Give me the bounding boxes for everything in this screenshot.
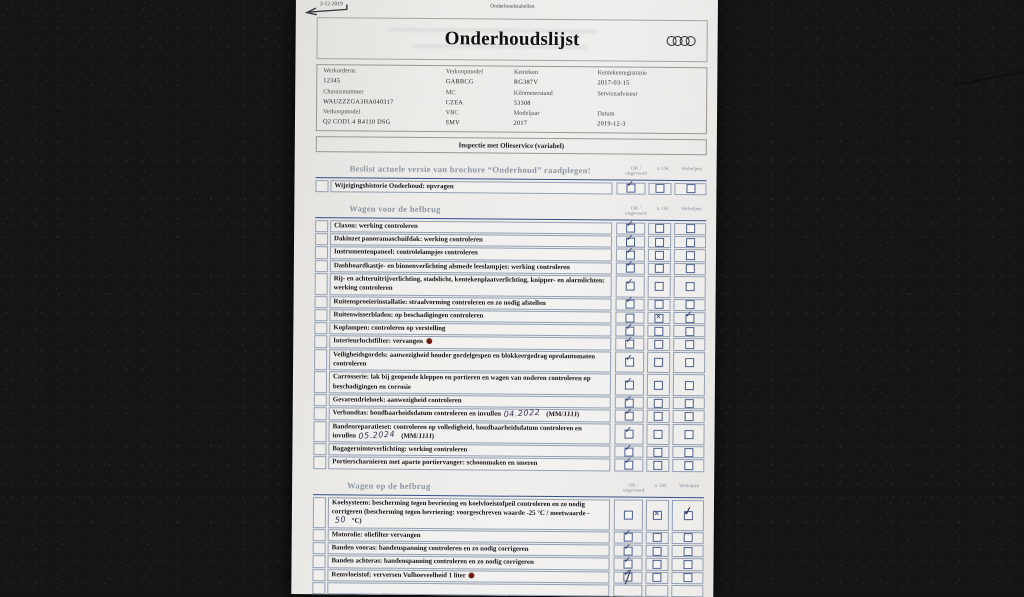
- row-text: Banden achteras: bandenspanning controleren en zo nodig corrigeren: [331, 557, 534, 567]
- checklist-row: [315, 180, 706, 195]
- checkbox: [654, 398, 663, 407]
- section-title: Wagen voor de hefbrug: [349, 203, 441, 214]
- page-header-label: Onderhoudstabellen: [490, 3, 535, 10]
- checkbox: [655, 251, 664, 260]
- checkbox: [626, 251, 635, 260]
- column-header-nok: n. OK: [656, 206, 669, 212]
- row-index-cell: [313, 529, 326, 541]
- handwritten-entry: 50: [334, 515, 347, 526]
- audi-rings-icon: [670, 36, 696, 46]
- info-value: SMV: [445, 119, 460, 127]
- checklist-row: [313, 497, 704, 531]
- checkbox: [683, 547, 692, 556]
- info-value: 2019-12-3: [597, 120, 626, 128]
- row-description: [329, 336, 611, 351]
- checkbox: [653, 546, 662, 555]
- verholpen-cell: [672, 545, 704, 558]
- row-text-suffix: °C): [350, 517, 362, 525]
- info-label: Verkoopmodel: [323, 108, 361, 116]
- info-label: Werkordernr.: [323, 67, 357, 75]
- verholpen-cell: [672, 446, 704, 459]
- row-index-cell: [312, 555, 325, 567]
- checkbox: [685, 327, 694, 336]
- checkbox: [624, 533, 633, 542]
- checkbox: [625, 358, 634, 367]
- row-text: Veiligheidsgordels: aanwezigheid houder gordelgespen en blokkeergedrag oprolautomaten controleren: [333, 351, 596, 368]
- verholpen-cell: [672, 500, 704, 531]
- row-index-cell: [312, 569, 325, 581]
- checklist-row: [313, 457, 704, 472]
- checkbox: [624, 510, 633, 519]
- checkbox: [625, 380, 634, 389]
- info-label: Kentekenregistratie: [597, 69, 647, 77]
- checkbox: [652, 573, 661, 582]
- info-label: VBC: [445, 109, 459, 117]
- row-index-cell: [313, 443, 326, 455]
- column-headers: [622, 206, 706, 218]
- verholpen-cell: [674, 276, 706, 298]
- checkbox: [686, 184, 695, 193]
- checkbox: [655, 264, 664, 273]
- nok-cell: [646, 423, 669, 445]
- info-value: GABBCG: [445, 78, 474, 86]
- checkbox: [626, 184, 635, 193]
- checkbox: [683, 560, 692, 569]
- info-label: Kenteken: [513, 68, 539, 76]
- row-text: Verbandtas: houdbaarheidsdatum controleren en invullen: [332, 409, 502, 418]
- checklist-section: [313, 203, 706, 472]
- ok-cell: [615, 410, 644, 423]
- row-text: Interieurluchtfilter: vervangen: [333, 337, 423, 346]
- checkbox: [655, 282, 664, 291]
- column-header-nok: n. OK: [656, 166, 670, 172]
- ok-cell: [616, 262, 645, 275]
- nok-cell: [647, 397, 670, 409]
- red-dot-marker: [426, 339, 432, 345]
- verholpen-cell: [673, 312, 705, 325]
- info-label: Datum: [597, 110, 615, 118]
- checkbox: [684, 448, 693, 457]
- verholpen-cell: [672, 424, 704, 446]
- handwritten-entry: 04.2022: [503, 407, 541, 420]
- checkbox: [685, 251, 694, 260]
- nok-cell: [648, 223, 671, 235]
- section-rows: [313, 217, 706, 472]
- paper-content: [291, 0, 718, 597]
- section-title: Beslist actuele versie van brochure “Onderhoud” raadplegen!: [349, 162, 591, 175]
- checkbox: [683, 511, 692, 520]
- info-value: 53308: [513, 99, 531, 107]
- verholpen-cell: [671, 571, 703, 584]
- row-text: Instrumentenpaneel: controlelampjes controleren: [333, 248, 478, 257]
- row-description: [330, 220, 612, 235]
- checkbox: [626, 264, 635, 273]
- column-header-nok: n. OK: [654, 483, 667, 489]
- row-description: [329, 394, 611, 409]
- ok-cell: [614, 499, 643, 530]
- red-dot-marker: [469, 572, 475, 578]
- nok-cell: [648, 236, 671, 248]
- checkbox: [684, 430, 693, 439]
- info-value: Q2 COD1.4 R4110 DSG: [322, 118, 391, 126]
- checklist-row: [314, 349, 705, 374]
- checkbox: [686, 238, 695, 247]
- row-description: [330, 273, 612, 297]
- checkbox: [684, 381, 693, 390]
- row-index-cell: [315, 296, 328, 308]
- verholpen-cell: [673, 410, 705, 423]
- section-rows: [312, 494, 704, 584]
- info-value: CZEA: [445, 98, 464, 106]
- checkbox: [684, 399, 693, 408]
- checkbox: [653, 448, 662, 457]
- ok-cell: [615, 374, 644, 396]
- checkbox: [625, 326, 634, 335]
- section-rows: [315, 177, 706, 195]
- checkbox: [685, 340, 694, 349]
- row-description: [328, 497, 610, 530]
- checklist-section: [312, 480, 704, 584]
- checkbox: [625, 411, 634, 420]
- nok-cell: [646, 446, 669, 458]
- checkbox: [624, 447, 633, 456]
- nok-cell: [647, 352, 670, 374]
- checkbox: [624, 546, 633, 555]
- nok-cell: [648, 249, 671, 261]
- row-index-cell: [313, 497, 326, 528]
- verholpen-cell: [673, 352, 705, 374]
- row-description: [329, 349, 611, 373]
- checkbox: [653, 533, 662, 542]
- checkbox: [626, 282, 635, 291]
- checkbox: [654, 327, 663, 336]
- column-header-verholpen: Verholpen: [681, 206, 702, 212]
- checkbox: [683, 573, 692, 582]
- nok-cell: [647, 312, 670, 324]
- row-description: [328, 457, 610, 472]
- row-description: [329, 408, 611, 423]
- info-label: Verkoopmodel: [445, 68, 484, 76]
- row-index-cell: [315, 273, 328, 295]
- checkbox: [654, 380, 663, 389]
- checkbox: [684, 461, 693, 470]
- verholpen-cell: [674, 182, 706, 195]
- row-text: Bagageruimteverlichting: werking controleren: [332, 445, 468, 454]
- row-index-cell: [315, 247, 328, 259]
- bleed-through-artifact: [388, 28, 598, 34]
- checkbox: [655, 238, 664, 247]
- row-text: Motorolie: oliefilter vervangen: [331, 530, 421, 539]
- row-text: Wijzigingshistorie Onderhoud: opvragen: [334, 181, 454, 190]
- column-header-ok: OK / uitgevoerd: [625, 166, 647, 177]
- row-description: [330, 247, 612, 262]
- checkbox: [654, 313, 663, 322]
- checklist-row: [313, 421, 704, 446]
- nok-cell: [646, 459, 669, 471]
- nok-cell: [648, 182, 671, 194]
- info-value: 2017-03-15: [597, 79, 630, 87]
- info-value: 2017: [513, 119, 528, 127]
- info-value: RG387V: [513, 78, 539, 86]
- row-index-cell: [313, 457, 326, 469]
- checkbox: [625, 340, 634, 349]
- row-index-cell: [313, 542, 326, 554]
- nok-cell: [646, 531, 669, 543]
- checkbox: [654, 430, 663, 439]
- info-label: Chassisnummer: [323, 87, 364, 96]
- row-description: [330, 260, 612, 275]
- row-description: [328, 421, 610, 445]
- checkbox: [653, 510, 662, 519]
- row-text: Ruitensproeierinstallatie: straalvorming controleren en zo nodig afstellen: [333, 297, 546, 307]
- column-headers: [623, 166, 707, 178]
- checkbox: [685, 282, 694, 291]
- nok-cell: [646, 545, 669, 557]
- verholpen-cell: [672, 532, 704, 545]
- row-description: [329, 322, 611, 337]
- document-title: Onderhoudslijst: [444, 28, 580, 51]
- column-header-verholpen: Verholpen: [678, 483, 700, 489]
- verholpen-cell: [673, 397, 705, 410]
- section-title: Wagen op de hefbrug: [347, 480, 431, 491]
- title-box: [316, 17, 707, 62]
- row-text: Dashboardkastje- en binnenverlichting alsmede leeslampjes: werking controleren: [333, 261, 570, 271]
- nok-cell: [647, 374, 670, 396]
- checklist-section: [315, 163, 706, 195]
- document-header: [317, 1, 708, 12]
- row-index-cell: [314, 394, 327, 406]
- row-description: [328, 542, 610, 557]
- print-date: 3-12-2019: [319, 1, 343, 8]
- checkbox: [683, 533, 692, 542]
- row-text: Ruitenwisserbladen: op beschadigingen controleren: [333, 311, 484, 320]
- checkbox: [625, 429, 634, 438]
- nok-cell: [648, 276, 671, 298]
- row-description: [329, 372, 611, 396]
- ok-cell: [614, 423, 643, 445]
- nok-cell: [648, 262, 671, 274]
- service-type-banner: Inspectie met Olieservice (variabel): [316, 136, 707, 155]
- checkbox: [685, 264, 694, 273]
- verholpen-cell: [674, 263, 706, 276]
- ok-cell: [616, 182, 645, 195]
- checkbox: [654, 340, 663, 349]
- info-label: Modeljaar: [513, 109, 540, 117]
- row-description: [328, 443, 610, 458]
- info-value-row: [317, 117, 706, 131]
- nok-cell: [645, 558, 668, 570]
- row-text-suffix: (MM/JJJJ): [544, 411, 580, 419]
- row-index-cell: [313, 421, 326, 443]
- nok-cell: [647, 410, 670, 422]
- column-header-verholpen: Verholpen: [681, 166, 702, 172]
- checkbox: [655, 224, 664, 233]
- checkbox: [654, 358, 663, 367]
- paper-sheet: [291, 0, 718, 597]
- row-text: Rij- en achteruitrijverlichting, stadslicht, kentekenplaatverlichting, knipper- en alarmlichten: werking controleren: [333, 275, 606, 293]
- row-index-cell: [314, 322, 327, 334]
- row-text: Claxon: werking controleren: [334, 222, 418, 230]
- checkbox: [625, 313, 634, 322]
- stick-on-carpet: [954, 67, 1024, 84]
- nok-cell: [645, 571, 668, 583]
- row-text: Koelsysteem: bescherming tegen bevriezing en koelvloeistofpeil controleren en zo nodig corrigeren (bescherming tegen bevriezing: voorgeschreven waarde -25 °C / meetwaarde -: [331, 499, 590, 518]
- checkbox: [685, 300, 694, 309]
- row-index-cell: [315, 260, 328, 272]
- row-index-cell: [315, 180, 328, 192]
- checkbox: [652, 560, 661, 569]
- ok-cell: [615, 338, 644, 351]
- info-value: 12345: [323, 77, 341, 85]
- ok-cell: [614, 459, 643, 472]
- checkbox: [654, 412, 663, 421]
- row-index-cell: [315, 233, 328, 245]
- row-description: [330, 180, 612, 195]
- verholpen-cell: [673, 374, 705, 396]
- ok-cell: [616, 298, 645, 311]
- checkbox: [626, 300, 635, 309]
- column-headers: [620, 483, 704, 495]
- column-header-ok: OK / uitgevoerd: [625, 206, 647, 218]
- sections: [312, 163, 706, 584]
- checklist-row: [315, 273, 706, 298]
- row-text: Bandenreparatieset: controleren op volledigheid, houdbaarheidsdatum controleren en invullen: [332, 422, 582, 440]
- checkbox: [623, 573, 632, 582]
- info-table: [316, 64, 708, 134]
- verholpen-cell: [674, 236, 706, 249]
- row-description: [330, 233, 612, 248]
- nok-cell: [648, 298, 671, 310]
- nok-cell: [647, 338, 670, 350]
- row-text: Remvloeistof: verversen Vulhoeveelheid 1 liter: [331, 570, 466, 579]
- checkbox: [684, 412, 693, 421]
- checkbox: [626, 237, 635, 246]
- info-value: WAUZZZGA3HA040317: [323, 97, 394, 106]
- row-index-cell: [314, 336, 327, 348]
- ok-cell: [615, 351, 644, 373]
- row-text: Dakinzet panoramaschuifdak: werking controleren: [334, 235, 483, 244]
- row-text: Gevarendriehoek: aanwezigheid controleren: [332, 396, 462, 405]
- checkbox: [623, 559, 632, 568]
- row-description: [328, 529, 610, 544]
- checkbox: [655, 300, 664, 309]
- row-text-suffix: (MM/JJJJ): [399, 432, 435, 440]
- verholpen-cell: [672, 459, 704, 472]
- verholpen-cell: [674, 223, 706, 236]
- checkbox: [653, 461, 662, 470]
- row-index-cell: [314, 349, 327, 371]
- verholpen-cell: [674, 249, 706, 262]
- row-text: Banden vooras: bandenspanning controleren en zo nodig corrigeren: [331, 544, 529, 553]
- row-text: Carrosserie: lak bij geopende kleppen en portieren en wagen van onderen controleren op beschadigingen en corrosie: [332, 373, 591, 391]
- checkbox: [626, 224, 635, 233]
- checkbox: [624, 461, 633, 470]
- row-index-cell: [314, 309, 327, 321]
- checklist-row: [314, 372, 705, 397]
- row-index-cell: [314, 407, 327, 419]
- row-text: Portierscharnieren met aparte portiervanger: schoonmaken en smeren: [332, 458, 538, 468]
- checkbox: [685, 314, 694, 323]
- checkbox: [625, 398, 634, 407]
- info-label: MC: [445, 88, 456, 96]
- row-description: [330, 296, 612, 311]
- verholpen-cell: [671, 558, 703, 571]
- nok-cell: [647, 325, 670, 337]
- row-description: [327, 569, 609, 584]
- ok-cell: [616, 276, 645, 298]
- ok-cell: [613, 571, 642, 584]
- row-index-cell: [315, 220, 328, 232]
- verholpen-cell: [673, 338, 705, 351]
- nok-cell: [646, 499, 669, 530]
- cutoff-next-row: [312, 582, 703, 597]
- checkbox: [685, 358, 694, 367]
- column-header-ok: OK / uitgevoerd: [622, 483, 645, 494]
- bleed-through-artifact: [413, 44, 588, 49]
- info-label: Serviceadviseur: [597, 89, 638, 98]
- checkbox: [686, 225, 695, 234]
- row-description: [329, 309, 611, 324]
- info-label: Kilometerstand: [513, 89, 553, 97]
- checkbox: [655, 184, 664, 193]
- verholpen-cell: [673, 325, 705, 338]
- handwritten-entry: 05.2024: [358, 429, 396, 441]
- row-text: Koplampen: controleren op verstelling: [333, 324, 446, 333]
- row-index-cell: [314, 372, 327, 394]
- row-description: [327, 555, 609, 570]
